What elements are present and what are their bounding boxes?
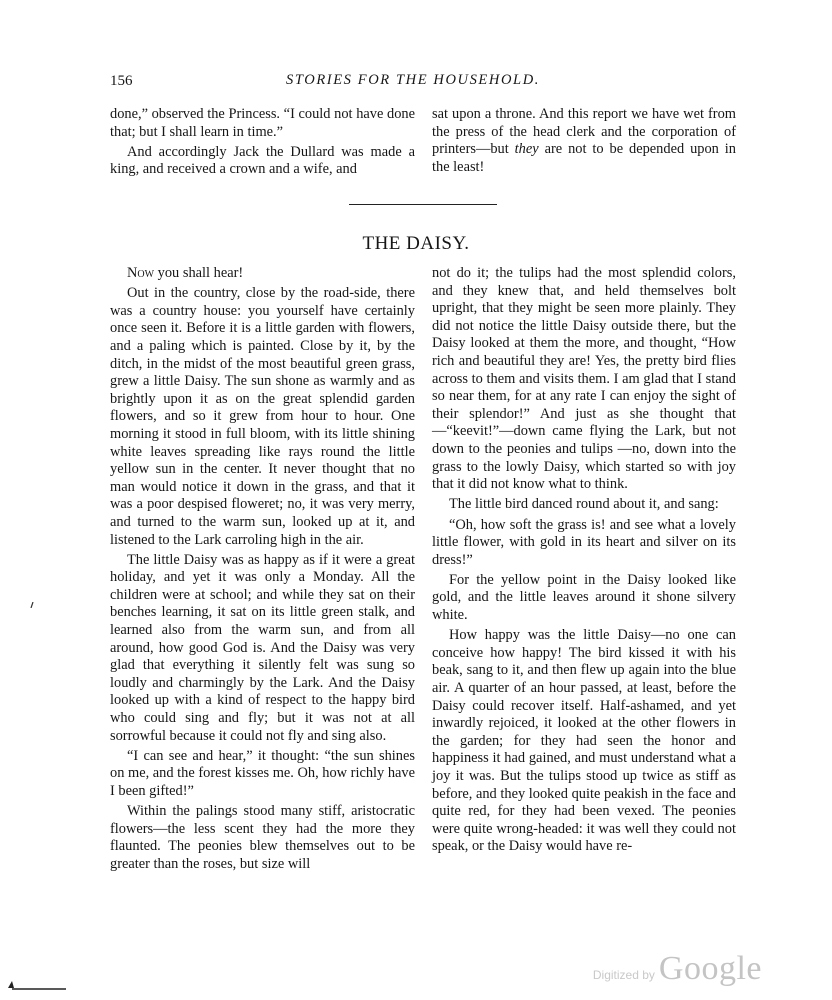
- margin-mark-icon: [6, 979, 68, 991]
- paragraph: “I can see and hear,” it thought: “the sun shines on me, and the forest kisses me. Oh, how richly have I been gifted!”: [110, 747, 415, 799]
- paragraph: “Oh, how soft the grass is! and see what a lovely little flower, with gold in its heart and silver on its dress!”: [432, 516, 736, 568]
- google-logo: Google: [658, 950, 762, 987]
- text-run: are not to be depended upon in the least!: [432, 141, 736, 175]
- paragraph: The little Daisy was as happy as if it were a great holiday, and yet it was only a Monday. All the children were at school; and while they sat on their benches learning, it sat on its little green stalk, and learned also from the warm sun, and from all around, how good God is. And the Daisy was very glad that everything it silently felt was sung so loudly and charmingly by the Lark. And the Daisy looked up with a kind of respect to the happy bird who could sing and fly; but it was not at all sorrowful because it could not fly and sing also.: [110, 551, 415, 744]
- story-title: THE DAISY.: [362, 233, 470, 254]
- text-run: sat upon a throne. And this report we have wet from the press of the head clerk and the corporation of printers—but: [432, 106, 736, 158]
- running-title: STORIES FOR THE HOUSEHOLD.: [286, 72, 540, 88]
- story-right-column: [432, 265, 736, 859]
- paragraph: Within the palings stood many stiff, aristocratic flowers—the less scent they had the more they flaunted. The peonies blew themselves out to be greater than the roses, but size will: [110, 803, 415, 872]
- opening-small-caps: Now: [127, 265, 155, 281]
- opening-paragraph: [110, 265, 415, 283]
- page-number: 156: [110, 73, 133, 89]
- paragraph: For the yellow point in the Daisy looked like gold, and the little leaves around it shone silvery white.: [432, 571, 736, 624]
- previous-story-right-column: [432, 106, 736, 179]
- paragraph: [432, 106, 736, 176]
- digitized-by-label: Digitized by: [592, 968, 655, 982]
- section-divider: [349, 204, 497, 205]
- previous-story-left-column: [110, 106, 415, 182]
- paragraph: done,” observed the Princess. “I could not have done that; but I shall learn in time.”: [110, 106, 415, 140]
- emphasized-word: they: [514, 141, 539, 158]
- paragraph: not do it; the tulips had the most splendid colors, and they knew that, and held themselves bolt upright, that they might be seen more plainly. They did not notice the little Daisy outside there, but the Daisy looked at them the more, and thought, “How rich and beautiful they are! Yes, the pretty bird flies across to them and visits them. I am glad that I stand so near them, for at any rate I can enjoy the sight of their splendor!” And just as she thought that—“keevit!”—down came flying the Lark, but not down to the peonies and tulips —no, down into the grass to the lowly Daisy, which started so with joy that it did not know what to think.: [432, 265, 736, 493]
- story-left-column: [110, 265, 415, 876]
- text-run: you shall hear!: [154, 265, 244, 281]
- paragraph: The little bird danced round about it, and sang:: [449, 496, 719, 513]
- paragraph: And accordingly Jack the Dullard was made a king, and received a crown and a wife, and: [110, 143, 415, 178]
- paragraph: Out in the country, close by the road-side, there was a country house: you yourself have certainly once seen it. Before it is a little garden with flowers, and a paling which is painted. Close by it, by the ditch, in the midst of the most beautiful green grass, grew a little Daisy. The sun shone as warmly and as brightly upon it as on the great splendid garden flowers, and so it grew from hour to hour. One morning it stood in full bloom, with its little shining white leaves spreading like rays round the little yellow sun in the center. It never thought that no man would notice it down in the grass, and that it was a poor despised floweret; no, it was very merry, and turned to the warm sun, looked up at it, and listened to the Lark carroling high in the air.: [110, 285, 415, 548]
- google-watermark: [593, 950, 762, 988]
- paragraph: How happy was the little Daisy—no one can conceive how happy! The bird kissed it with his beak, sang to it, and then flew up again into the blue air. A quarter of an hour passed, at least, before the Daisy could recover itself. Half-ashamed, and yet inwardly rejoiced, it looked at the other flowers in the garden; for they had seen the honor and happiness it had gained, and must understand what a joy it was. But the tulips stood up twice as stiff as before, and they looked quite peakish in the face and quite red, for they had been vexed. The peonies were quite wrong-headed: it was well they could not speak, or the Daisy would have re-: [432, 627, 736, 855]
- margin-speck-icon: [30, 602, 34, 608]
